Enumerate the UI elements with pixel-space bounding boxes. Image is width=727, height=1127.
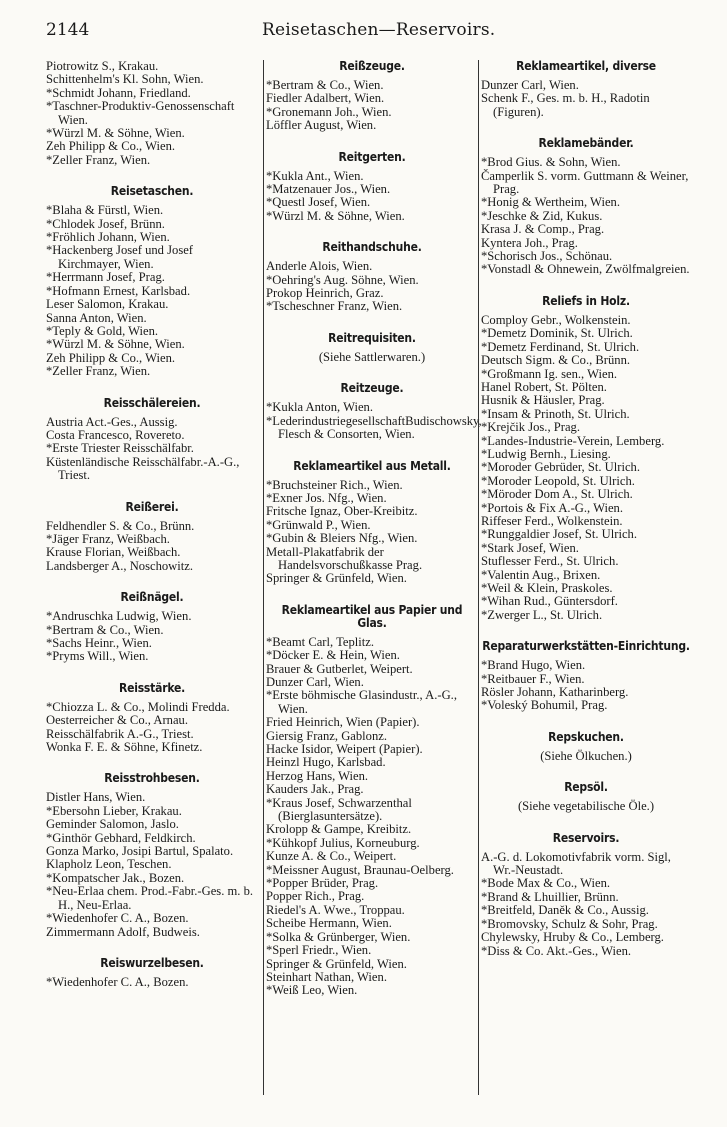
directory-entry: *Chlodek Josef, Brünn. [46, 216, 165, 231]
directory-entry: *Diss & Co. Akt.-Ges., Wien. [481, 943, 632, 958]
section-title: Reiswurzelbesen. [100, 955, 204, 970]
section-title: Reißerei. [125, 499, 179, 514]
entry-list [266, 260, 478, 314]
directory-entry: *Grünwald P., Wien. [266, 517, 371, 532]
directory-entry: *Blaha & Fürstl, Wien. [46, 203, 164, 218]
directory-entry: Anderle Alois, Wien. [266, 259, 373, 274]
directory-entry: *Kühkopf Julius, Korneuburg. [266, 835, 420, 850]
directory-entry: Sanna Anton, Wien. [46, 310, 147, 325]
section-title: Reisstrohbesen. [104, 771, 200, 786]
directory-entry: *Kukla Anton, Wien. [266, 400, 373, 415]
section-title: Reklameartikel, diverse [516, 59, 656, 73]
directory-section [481, 832, 691, 958]
running-head: Reisetaschen—Reservoirs. [262, 20, 496, 40]
directory-entry: Brauer & Gutberlet, Weipert. [266, 661, 413, 676]
directory-entry: *Neu-Erlaa chem. Prod.-Fabr.-Ges. m. b. H., Neu-Erlaa. [46, 884, 254, 912]
directory-entry: *Schorisch Jos., Schönau. [481, 249, 613, 264]
directory-section [481, 731, 691, 763]
directory-entry: *Wihan Rud., Güntersdorf. [481, 594, 618, 609]
directory-entry: *Weil & Klein, Praskoles. [481, 581, 613, 595]
directory-entry: *Großmann Ig. sen., Wien. [481, 366, 618, 381]
section-title: Repsöl. [564, 780, 608, 795]
section-title: Reliefs in Holz. [542, 293, 630, 308]
directory-entry: *Döcker E. & Hein, Wien. [266, 648, 400, 663]
directory-entry: Scheibe Hermann, Wien. [266, 916, 392, 931]
directory-section [266, 151, 478, 224]
directory-entry: *Würzl M. & Söhne, Wien. [266, 208, 405, 223]
directory-entry: Krolopp & Gampe, Kreibitz. [266, 822, 412, 837]
section-title: Repskuchen. [548, 729, 624, 744]
directory-entry: Herzog Hans, Wien. [266, 768, 369, 783]
directory-entry: *Ebersohn Lieber, Krakau. [46, 803, 182, 818]
entry-list [481, 156, 691, 277]
directory-entry: Zeh Philipp & Co., Wien. [46, 350, 176, 365]
directory-entry: Austria Act.-Ges., Aussig. [46, 414, 178, 429]
directory-entry: *Gubin & Bleiers Nfg., Wien. [266, 531, 418, 546]
directory-section [481, 781, 691, 813]
directory-entry: *Landes-Industrie-Verein, Lemberg. [481, 433, 665, 448]
directory-entry: Giersig Franz, Gablonz. [266, 728, 388, 743]
page-number: 2144 [46, 20, 90, 40]
directory-entry: *Reitbauer F., Wien. [481, 671, 585, 686]
entry-list [266, 79, 478, 133]
directory-entry: *Bertram & Co., Wien. [46, 622, 164, 637]
directory-entry: *Runggaldier Josef, St. Ulrich. [481, 527, 638, 542]
directory-section [266, 60, 478, 133]
directory-entry: *Sachs Heinr., Wien. [46, 636, 152, 650]
directory-entry: Geminder Salomon, Jaslo. [46, 817, 179, 832]
directory-entry: Hacke Isidor, Weipert (Papier). [266, 742, 423, 756]
entry-list [46, 701, 258, 755]
entry-list [266, 636, 478, 998]
directory-entry: *Kukla Ant., Wien. [266, 168, 364, 183]
entry-list [46, 204, 258, 378]
directory-entry: *Würzl M. & Söhne, Wien. [46, 126, 185, 141]
section-title: Reitrequisiten. [328, 330, 416, 345]
directory-entry: Schenk F., Ges. m. b. H., Radotin (Figuren). [481, 91, 650, 119]
directory-entry: Reisschälfabrik A.-G., Triest. [46, 726, 194, 741]
directory-entry: *Zeller Franz, Wien. [46, 152, 151, 167]
directory-entry: *Oehring's Aug. Söhne, Wien. [266, 272, 419, 287]
directory-entry: *Pryms Will., Wien. [46, 649, 149, 664]
directory-entry: Löffler August, Wien. [266, 118, 377, 133]
directory-entry: Gonza Marko, Josipi Bartul, Spalato. [46, 844, 234, 859]
cross-reference: (Siehe Ölkuchen.) [540, 748, 632, 763]
directory-entry: *Valentin Aug., Brixen. [481, 567, 601, 582]
directory-entry: *Insam & Prinoth, St. Ulrich. [481, 406, 630, 421]
directory-entry: Fried Heinrich, Wien (Papier). [266, 715, 420, 730]
directory-entry: *Brand Hugo, Wien. [481, 658, 586, 673]
column-2 [263, 59, 482, 1095]
directory-entry: Landsberger A., Noschowitz. [46, 558, 194, 573]
directory-section [481, 137, 691, 277]
directory-entry: *Stark Josef, Wien. [481, 540, 579, 555]
entry-list [481, 851, 691, 958]
directory-entry: *Jeschke & Zid, Kukus. [481, 208, 603, 223]
directory-entry: *Bertram & Co., Wien. [266, 78, 384, 92]
cross-reference: (Siehe vegetabilische Öle.) [517, 799, 655, 814]
directory-entry: *Moroder Leopold, St. Ulrich. [481, 473, 635, 488]
directory-section [481, 60, 691, 119]
column-3 [478, 60, 691, 1095]
directory-section [46, 772, 258, 938]
directory-entry: *Gronemann Joh., Wien. [266, 104, 392, 119]
directory-entry: Čamperlik S. vorm. Guttmann & Weiner, Prag. [481, 168, 689, 197]
directory-entry: *Ludwig Bernh., Liesing. [481, 446, 611, 461]
directory-entry: *Brod Gius. & Sohn, Wien. [481, 155, 621, 170]
entry-list [46, 520, 258, 574]
directory-section [46, 185, 258, 378]
section-title: Reißnägel. [120, 590, 184, 605]
section-title: Reitzeuge. [340, 381, 404, 396]
entry-list [46, 976, 258, 989]
entry-list [46, 610, 258, 664]
directory-entry: Klapholz Leon, Teschen. [46, 857, 172, 872]
directory-entry: *Herrmann Josef, Prag. [46, 270, 165, 285]
directory-entry: Piotrowitz S., Krakau. [46, 59, 159, 73]
directory-entry: *Bruchsteiner Rich., Wien. [266, 477, 403, 492]
directory-entry: Husnik & Häusler, Prag. [481, 393, 605, 408]
directory-section [266, 241, 478, 314]
section-title: Reisstärke. [118, 680, 186, 695]
directory-entry: Springer & Grünfeld, Wien. [266, 571, 407, 586]
directory-entry: *Zwerger L., St. Ulrich. [481, 607, 603, 622]
column-1 [46, 60, 258, 989]
directory-entry: Fiedler Adalbert, Wien. [266, 91, 385, 106]
directory-entry: *Chiozza L. & Co., Molindi Fredda. [46, 699, 230, 714]
section-title: Reißzeuge. [339, 59, 405, 73]
directory-entry: Metall-Plakatfabrik der Handelsvorschußkasse Prag. [266, 544, 423, 572]
entry-list [481, 314, 691, 622]
directory-entry: Küstenländische Reisschälfabr.-A.-G., Triest. [46, 454, 240, 483]
directory-entry: Deutsch Sigm. & Co., Brünn. [481, 353, 631, 368]
directory-entry: *Erste böhmische Glasindustr., A.-G., Wien. [266, 688, 457, 716]
directory-entry: *Beamt Carl, Teplitz. [266, 634, 375, 649]
directory-entry: Schittenhelm's Kl. Sohn, Wien. [46, 72, 204, 87]
directory-entry: *Vonstadl & Ohnewein, Zwölfmalgreien. [481, 262, 690, 277]
directory-entry: *Questl Josef, Wien. [266, 195, 371, 210]
directory-entry: *Popper Brüder, Prag. [266, 876, 379, 891]
directory-section [266, 332, 478, 364]
entry-list [46, 791, 258, 938]
directory-entry: *Honig & Wertheim, Wien. [481, 195, 620, 210]
directory-entry: *Demetz Ferdinand, St. Ulrich. [481, 339, 640, 354]
directory-entry: *Breitfeld, Daněk & Co., Aussig. [481, 903, 649, 918]
directory-entry: *Teply & Gold, Wien. [46, 323, 159, 338]
directory-entry: Dunzer Carl, Wien. [481, 78, 579, 92]
directory-entry: *Möroder Dom A., St. Ulrich. [481, 487, 633, 502]
directory-entry: *Meissner August, Braunau-Oelberg. [266, 862, 454, 877]
directory-entry: Krasa J. & Comp., Prag. [481, 222, 605, 237]
cross-reference: (Siehe Sattlerwaren.) [318, 349, 426, 364]
directory-entry: *Brand & Lhuillier, Brünn. [481, 889, 619, 904]
directory-entry: *Andruschka Ludwig, Wien. [46, 609, 192, 624]
directory-entry: Dunzer Carl, Wien. [266, 674, 364, 689]
directory-entry: Steinhart Nathan, Wien. [266, 969, 387, 984]
directory-entry: Riffeser Ferd., Wolkenstein. [481, 513, 623, 528]
directory-entry: *Bode Max & Co., Wien. [481, 876, 611, 891]
entry-list [481, 659, 691, 713]
directory-entry: Leser Salomon, Krakau. [46, 297, 169, 312]
directory-entry: *Sperl Friedr., Wien. [266, 943, 372, 958]
directory-entry: *Moroder Gebrüder, St. Ulrich. [481, 460, 640, 475]
section-title: Reklamebänder. [538, 136, 634, 151]
section-title: Reisschälereien. [103, 395, 201, 410]
directory-entry: *Solka & Grünberger, Wien. [266, 929, 411, 944]
directory-entry: *Portois & Fix A.-G., Wien. [481, 500, 623, 515]
section-title: Reisetaschen. [110, 184, 194, 199]
directory-entry: *Wiedenhofer C. A., Bozen. [46, 974, 189, 989]
directory-entry: Kauders Jak., Prag. [266, 782, 364, 797]
directory-section [266, 604, 478, 998]
directory-entry: Springer & Grünfeld, Wien. [266, 956, 407, 971]
directory-entry: Rösler Johann, Katharinberg. [481, 685, 629, 700]
directory-section [46, 682, 258, 755]
directory-entry: Stuflesser Ferd., St. Ulrich. [481, 554, 619, 569]
directory-entry: *Weiß Leo, Wien. [266, 983, 358, 998]
entry-list [266, 479, 478, 586]
directory-entry: Wonka F. E. & Söhne, Kfinetz. [46, 740, 203, 755]
directory-entry: Feldhendler S. & Co., Brünn. [46, 518, 195, 533]
section-title: Reparaturwerkstätten-Einrichtung. [482, 639, 690, 654]
directory-entry: Zimmermann Adolf, Budweis. [46, 924, 200, 939]
directory-entry: *Kraus Josef, Schwarzenthal (Bierglasuntersätze). [266, 795, 412, 824]
directory-entry: Kunze A. & Co., Weipert. [266, 849, 397, 864]
directory-section [46, 501, 258, 574]
section-title: Reithandschuhe. [322, 240, 422, 255]
directory-section [46, 60, 258, 167]
directory-section [481, 295, 691, 622]
directory-section [46, 591, 258, 664]
directory-entry: Heinzl Hugo, Karlsbad. [266, 755, 386, 770]
directory-entry: *Zeller Franz, Wien. [46, 364, 151, 379]
directory-entry: Oesterreicher & Co., Arnau. [46, 713, 188, 728]
section-title: Reitgerten. [338, 149, 406, 164]
directory-entry: *Würzl M. & Söhne, Wien. [46, 337, 185, 352]
directory-entry: *Erste Triester Reisschälfabr. [46, 441, 194, 456]
directory-entry: Fritsche Ignaz, Ober-Kreibitz. [266, 504, 418, 519]
directory-entry: *Krejčik Jos., Prag. [481, 420, 580, 435]
directory-entry: Zeh Philipp & Co., Wien. [46, 139, 176, 154]
directory-entry: *Jäger Franz, Weißbach. [46, 531, 170, 546]
directory-entry: *Exner Jos. Nfg., Wien. [266, 490, 387, 505]
directory-section [266, 460, 478, 586]
entry-list [46, 60, 258, 167]
entry-list [46, 416, 258, 483]
entry-list [266, 170, 478, 224]
directory-entry: Hanel Robert, St. Pölten. [481, 379, 607, 394]
directory-entry: Chylewsky, Hruby & Co., Lemberg. [481, 930, 664, 945]
directory-entry: Kyntera Joh., Prag. [481, 235, 578, 250]
directory-entry: *Voleský Bohumil, Prag. [481, 698, 608, 713]
directory-entry: Popper Rich., Prag. [266, 889, 365, 904]
section-title: Reklameartikel aus Papier und Glas. [281, 602, 463, 630]
entry-list [266, 400, 482, 442]
directory-entry: Krause Florian, Weißbach. [46, 545, 181, 560]
entry-list [481, 79, 691, 119]
directory-entry: *Taschner-Produktiv-Genossenschaft Wien. [46, 99, 235, 127]
directory-entry: A.-G. d. Lokomotivfabrik vorm. Sigl, Wr.-Neustadt. [481, 849, 671, 878]
directory-entry: *Schmidt Johann, Friedland. [46, 85, 191, 100]
directory-entry: *LederindustriegesellschaftBudischowsky, Flesch & Consorten, Wien. [266, 413, 482, 442]
directory-entry: *Bromovsky, Schulz & Sohr, Prag. [481, 916, 658, 931]
directory-entry: Comploy Gebr., Wolkenstein. [481, 312, 631, 327]
directory-entry: *Ginthör Gebhard, Feldkirch. [46, 830, 196, 845]
directory-entry: *Wiedenhofer C. A., Bozen. [46, 911, 189, 926]
directory-entry: Prokop Heinrich, Graz. [266, 286, 384, 301]
directory-entry: Costa Francesco, Rovereto. [46, 427, 185, 442]
directory-section [266, 381, 482, 442]
directory-section [481, 640, 691, 713]
directory-section [46, 957, 258, 989]
directory-section [46, 397, 258, 483]
section-title: Reservoirs. [552, 830, 620, 845]
directory-entry: *Tscheschner Franz, Wien. [266, 299, 403, 314]
directory-entry: *Matzenauer Jos., Wien. [266, 182, 391, 197]
directory-entry: Riedel's A. Wwe., Troppau. [266, 902, 405, 917]
directory-entry: *Demetz Dominik, St. Ulrich. [481, 326, 633, 341]
directory-entry: *Fröhlich Johann, Wien. [46, 230, 170, 245]
directory-entry: *Kompatscher Jak., Bozen. [46, 870, 185, 885]
section-title: Reklameartikel aus Metall. [293, 458, 451, 473]
directory-entry: *Hackenberg Josef und Josef Kirchmayer, Wien. [46, 243, 194, 271]
directory-entry: Distler Hans, Wien. [46, 790, 146, 805]
directory-entry: *Hofmann Ernest, Karlsbad. [46, 283, 191, 298]
